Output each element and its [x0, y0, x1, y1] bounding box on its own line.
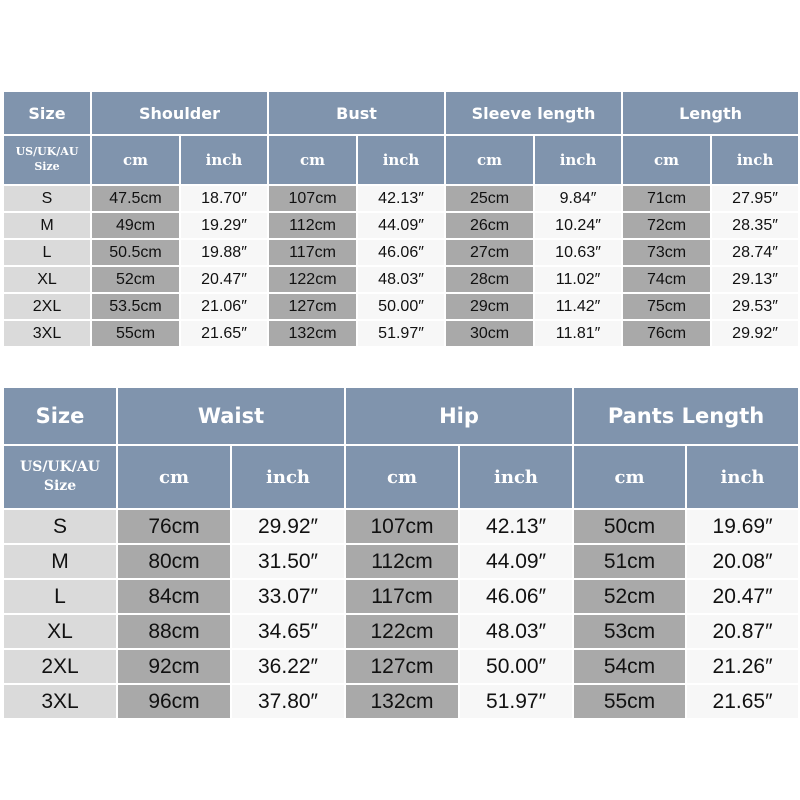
inch-value-cell: 42.13″ [459, 509, 573, 544]
cm-value-cell: 52cm [573, 579, 686, 614]
cm-value-cell: 74cm [622, 266, 711, 293]
header-row [3, 387, 799, 445]
inch-value-cell: 51.97″ [459, 684, 573, 719]
inch-value-cell: 34.65″ [231, 614, 345, 649]
size-header: Size [3, 91, 91, 135]
inch-value-cell: 46.06″ [357, 239, 445, 266]
top-table-body [3, 185, 799, 347]
size-label: 2XL [3, 649, 117, 684]
inch-value-cell: 33.07″ [231, 579, 345, 614]
size-label: 3XL [3, 320, 91, 347]
cm-value-cell: 84cm [117, 579, 231, 614]
inch-value-cell: 19.69″ [686, 509, 799, 544]
cm-value-cell: 27cm [445, 239, 534, 266]
cm-value-cell: 117cm [345, 579, 459, 614]
inch-value-cell: 28.74″ [711, 239, 799, 266]
cm-value-cell: 54cm [573, 649, 686, 684]
unit-inch-header: inch [711, 135, 799, 185]
unit-cm-header: cm [622, 135, 711, 185]
inch-value-cell: 21.65″ [180, 320, 268, 347]
cm-value-cell: 127cm [345, 649, 459, 684]
inch-value-cell: 48.03″ [357, 266, 445, 293]
table-row [3, 544, 799, 579]
cm-value-cell: 51cm [573, 544, 686, 579]
bust-header: Bust [268, 91, 445, 135]
cm-value-cell: 72cm [622, 212, 711, 239]
size-header: Size [3, 387, 117, 445]
cm-value-cell: 132cm [268, 320, 357, 347]
cm-value-cell: 107cm [268, 185, 357, 212]
shoulder-header: Shoulder [91, 91, 268, 135]
cm-value-cell: 49cm [91, 212, 180, 239]
inch-value-cell: 19.29″ [180, 212, 268, 239]
unit-inch-header: inch [459, 445, 573, 509]
inch-value-cell: 11.42″ [534, 293, 622, 320]
cm-value-cell: 28cm [445, 266, 534, 293]
unit-inch-header: inch [686, 445, 799, 509]
unit-cm-header: cm [268, 135, 357, 185]
cm-value-cell: 52cm [91, 266, 180, 293]
inch-value-cell: 20.08″ [686, 544, 799, 579]
inch-value-cell: 20.87″ [686, 614, 799, 649]
size-label: L [3, 239, 91, 266]
waist-header: Waist [117, 387, 345, 445]
inch-value-cell: 29.92″ [231, 509, 345, 544]
inch-value-cell: 44.09″ [357, 212, 445, 239]
size-label: M [3, 212, 91, 239]
table-row [3, 684, 799, 719]
bottom-table-body [3, 509, 799, 719]
header-row [3, 91, 799, 135]
inch-value-cell: 11.81″ [534, 320, 622, 347]
inch-value-cell: 48.03″ [459, 614, 573, 649]
inch-value-cell: 44.09″ [459, 544, 573, 579]
inch-value-cell: 37.80″ [231, 684, 345, 719]
size-label: XL [3, 266, 91, 293]
size-label: S [3, 185, 91, 212]
cm-value-cell: 25cm [445, 185, 534, 212]
size-label: 2XL [3, 293, 91, 320]
inch-value-cell: 31.50″ [231, 544, 345, 579]
inch-value-cell: 21.65″ [686, 684, 799, 719]
cm-value-cell: 73cm [622, 239, 711, 266]
inch-value-cell: 20.47″ [686, 579, 799, 614]
inch-value-cell: 21.06″ [180, 293, 268, 320]
cm-value-cell: 76cm [117, 509, 231, 544]
unit-row [3, 445, 799, 509]
cm-value-cell: 117cm [268, 239, 357, 266]
unit-cm-header: cm [445, 135, 534, 185]
cm-value-cell: 132cm [345, 684, 459, 719]
unit-inch-header: inch [534, 135, 622, 185]
cm-value-cell: 80cm [117, 544, 231, 579]
cm-value-cell: 107cm [345, 509, 459, 544]
bottom-size-chart-table [2, 386, 800, 720]
inch-value-cell: 19.88″ [180, 239, 268, 266]
table-row [3, 579, 799, 614]
cm-value-cell: 53.5cm [91, 293, 180, 320]
table-row [3, 266, 799, 293]
cm-value-cell: 55cm [573, 684, 686, 719]
unit-inch-header: inch [357, 135, 445, 185]
size-label: L [3, 579, 117, 614]
table-row [3, 614, 799, 649]
cm-value-cell: 53cm [573, 614, 686, 649]
cm-value-cell: 30cm [445, 320, 534, 347]
table-row [3, 293, 799, 320]
table-row [3, 185, 799, 212]
inch-value-cell: 18.70″ [180, 185, 268, 212]
pants-length-header: Pants Length [573, 387, 799, 445]
sleeve-length-header: Sleeve length [445, 91, 622, 135]
size-label: M [3, 544, 117, 579]
table-row [3, 509, 799, 544]
inch-value-cell: 50.00″ [357, 293, 445, 320]
inch-value-cell: 27.95″ [711, 185, 799, 212]
size-label: XL [3, 614, 117, 649]
unit-row [3, 135, 799, 185]
cm-value-cell: 88cm [117, 614, 231, 649]
inch-value-cell: 29.53″ [711, 293, 799, 320]
table-row [3, 212, 799, 239]
unit-cm-header: cm [345, 445, 459, 509]
cm-value-cell: 75cm [622, 293, 711, 320]
inch-value-cell: 28.35″ [711, 212, 799, 239]
cm-value-cell: 55cm [91, 320, 180, 347]
cm-value-cell: 92cm [117, 649, 231, 684]
unit-inch-header: inch [231, 445, 345, 509]
region-label: US/UK/AU [20, 459, 100, 476]
inch-value-cell: 36.22″ [231, 649, 345, 684]
region-size-header [3, 445, 117, 509]
inch-value-cell: 20.47″ [180, 266, 268, 293]
inch-value-cell: 11.02″ [534, 266, 622, 293]
unit-cm-header: cm [573, 445, 686, 509]
cm-value-cell: 71cm [622, 185, 711, 212]
cm-value-cell: 26cm [445, 212, 534, 239]
inch-value-cell: 29.92″ [711, 320, 799, 347]
inch-value-cell: 42.13″ [357, 185, 445, 212]
unit-cm-header: cm [117, 445, 231, 509]
inch-value-cell: 21.26″ [686, 649, 799, 684]
top-size-chart-table [2, 90, 800, 348]
cm-value-cell: 112cm [268, 212, 357, 239]
cm-value-cell: 76cm [622, 320, 711, 347]
region-label: US/UK/AU [15, 145, 79, 159]
inch-value-cell: 29.13″ [711, 266, 799, 293]
inch-value-cell: 10.63″ [534, 239, 622, 266]
cm-value-cell: 47.5cm [91, 185, 180, 212]
cm-value-cell: 122cm [345, 614, 459, 649]
size-label: S [3, 509, 117, 544]
cm-value-cell: 96cm [117, 684, 231, 719]
length-header: Length [622, 91, 799, 135]
inch-value-cell: 46.06″ [459, 579, 573, 614]
region-size-header [3, 135, 91, 185]
unit-inch-header: inch [180, 135, 268, 185]
cm-value-cell: 112cm [345, 544, 459, 579]
inch-value-cell: 9.84″ [534, 185, 622, 212]
inch-value-cell: 10.24″ [534, 212, 622, 239]
cm-value-cell: 50cm [573, 509, 686, 544]
cm-value-cell: 122cm [268, 266, 357, 293]
cm-value-cell: 127cm [268, 293, 357, 320]
unit-cm-header: cm [91, 135, 180, 185]
region-size-label: Size [34, 160, 60, 173]
size-label: 3XL [3, 684, 117, 719]
table-row [3, 649, 799, 684]
region-size-label: Size [43, 478, 77, 494]
hip-header: Hip [345, 387, 573, 445]
inch-value-cell: 50.00″ [459, 649, 573, 684]
inch-value-cell: 51.97″ [357, 320, 445, 347]
table-row [3, 320, 799, 347]
cm-value-cell: 29cm [445, 293, 534, 320]
cm-value-cell: 50.5cm [91, 239, 180, 266]
table-row [3, 239, 799, 266]
